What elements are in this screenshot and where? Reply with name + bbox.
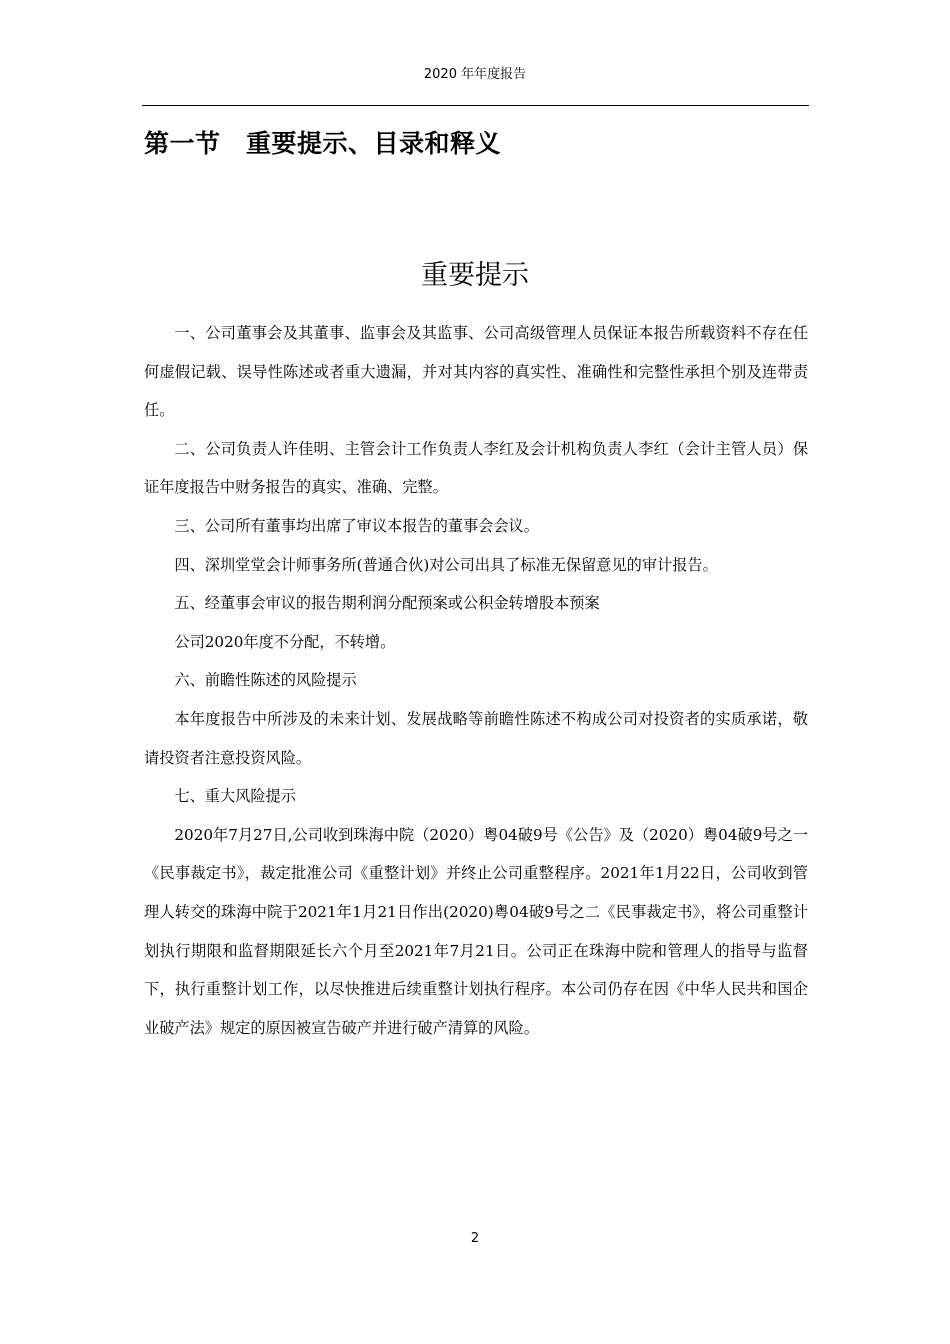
paragraph-8: 本年度报告中所涉及的未来计划、发展战略等前瞻性陈述不构成公司对投资者的实质承诺，敬请投资者注意投资风险。 <box>144 709 808 767</box>
header-divider <box>142 105 809 106</box>
paragraph-9: 七、重大风险提示 <box>174 787 296 806</box>
paragraph-1: 一、公司董事会及其董事、监事会及其监事、公司高级管理人员保证本报告所载资料不存在任何虚假记载、误导性陈述或者重大遗漏，并对其内容的真实性、准确性和完整性承担个别及连带责任。 <box>144 324 808 420</box>
page-title: 重要提示 <box>421 260 529 291</box>
body-text <box>144 314 808 1047</box>
paragraph-3: 三、公司所有董事均出席了审议本报告的董事会会议。 <box>174 516 539 535</box>
paragraph-2: 二、公司负责人许佳明、主管会计工作负责人李红及会计机构负责人李红（会计主管人员）保证年度报告中财务报告的真实、准确、完整。 <box>144 439 808 497</box>
paragraph-4: 四、深圳堂堂会计师事务所(普通合伙)对公司出具了标准无保留意见的审计报告。 <box>174 555 718 574</box>
paragraph-7: 六、前瞻性陈述的风险提示 <box>174 671 357 690</box>
page-number: 2 <box>470 1231 480 1246</box>
running-header: 2020 年年度报告 <box>423 67 527 82</box>
paragraph-5: 五、经董事会审议的报告期利润分配预案或公积金转增股本预案 <box>174 594 600 613</box>
paragraph-10: 2020年7月27日,公司收到珠海中院（2020）粤04破9号《公告》及（2020）粤04破9号之一《民事裁定书》，裁定批准公司《重整计划》并终止公司重整程序。2021年1月22日，公司收到管理人转交的珠海中院于2021年1月21日作出(2020)粤04破9号之二《民事裁定书》，将公司重整计划执行期限和监督期限延长六个月至2021年7月21日。公司正在珠海中院和管理人的指导与监督下，执行重整计划工作，以尽快推进后续重整计划执行程序。本公司仍存在因《中华人民共和国企业破产法》规定的原因被宣告破产并进行破产清算的风险。 <box>144 825 808 1037</box>
paragraph-6: 公司2020年度不分配，不转增。 <box>174 632 396 651</box>
section-title: 第一节 重要提示、目录和释义 <box>144 129 502 158</box>
